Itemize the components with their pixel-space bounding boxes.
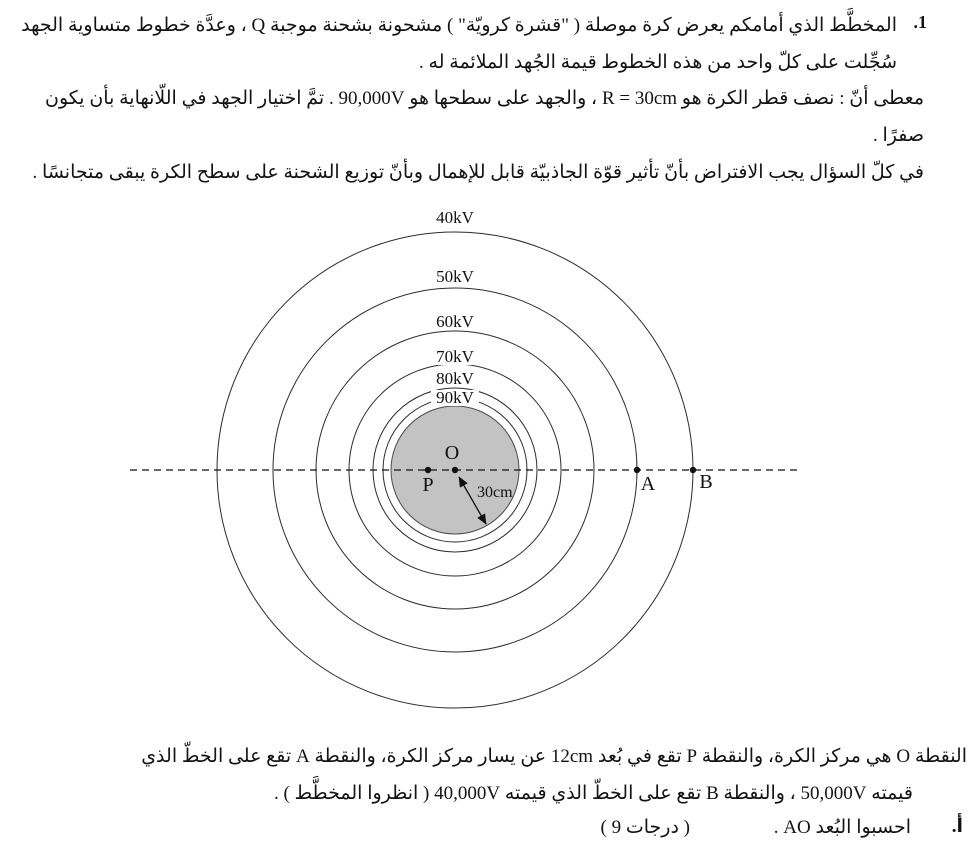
point-dot-O xyxy=(452,467,458,473)
point-label-P: P xyxy=(422,474,434,496)
equipotential-label-90kV: 90kV xyxy=(436,388,474,407)
point-label-O: O xyxy=(444,442,460,464)
description-line-2: قيمته 50,000V ، والنقطة B تقع على الخطّ الذي قيمته 40,000V ( انظروا المخطَّط ) . xyxy=(273,783,913,804)
point-dot-A xyxy=(634,467,640,473)
problem-line-3: معطى أنّ : نصف قطر الكرة هو ‎R = 30cm‎ ، والجهد على سطحها هو 90,000V . تمَّ اختيار الجهد في اللّانهاية بأن يكون xyxy=(45,88,924,109)
equipotential-label-70kV: 70kV xyxy=(436,347,474,366)
description-line-1: النقطة O هي مركز الكرة، والنقطة P تقع في بُعد 12cm عن يسار مركز الكرة، والنقطة A تقع على الخطّ الذي xyxy=(141,746,967,767)
point-label-B: B xyxy=(699,471,713,493)
equipotential-label-80kV: 80kV xyxy=(436,369,474,388)
point-label-A: A xyxy=(640,473,656,495)
question-text: احسبوا البُعد AO . xyxy=(773,817,911,838)
problem-line-1: المخطَّط الذي أمامكم يعرض كرة موصلة ( "قشرة كرويّة" ) مشحونة بشحنة موجبة Q ، وعدَّة خطوط متساوية الجهد xyxy=(21,15,897,36)
equipotential-label-40kV: 40kV xyxy=(436,208,474,227)
radius-label: 30cm xyxy=(477,484,513,501)
point-dot-P xyxy=(425,467,431,473)
question-letter: أ. xyxy=(951,816,963,837)
problem-line-5: في كلّ السؤال يجب الافتراض بأنّ تأثير قوّة الجاذبيّة قابل للإهمال وبأنّ توزيع الشحنة على سطح الكرة يبقى متجانسًا . xyxy=(32,162,924,183)
problem-line-2: سُجِّلت على كلّ واحد من هذه الخطوط قيمة الجُهد الملائمة له . xyxy=(419,52,897,73)
question-points: ( 9 درجات ) xyxy=(600,817,690,838)
equipotential-label-50kV: 50kV xyxy=(436,267,474,286)
point-dot-B xyxy=(690,467,696,473)
problem-number: 1. xyxy=(913,12,927,32)
problem-line-4: صفرًا . xyxy=(872,125,924,146)
equipotential-label-60kV: 60kV xyxy=(436,312,474,331)
